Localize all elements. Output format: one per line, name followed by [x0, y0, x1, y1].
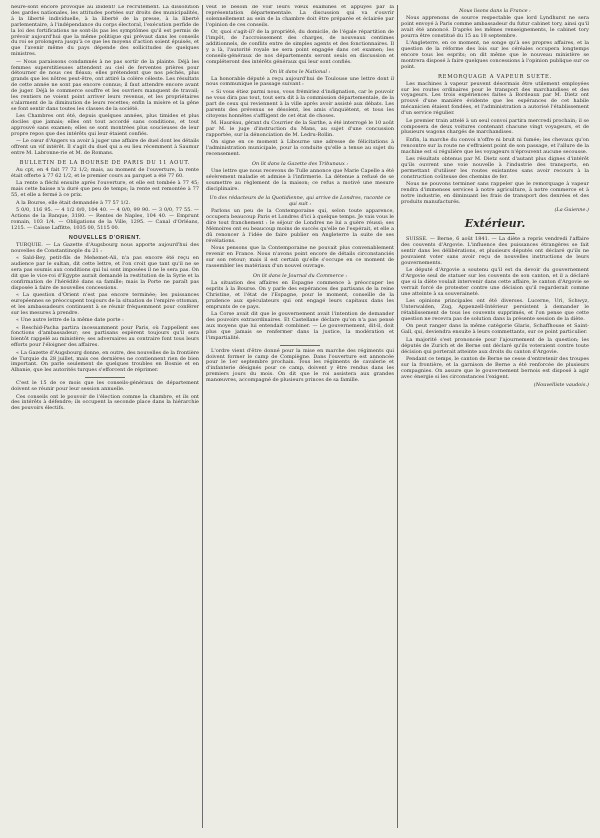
remorquage-heading: REMORQUAGE A VAPEUR SUETE. [437, 73, 553, 80]
article-paragraph: « Si vous étiez parmi nous, vous frémiriez d'indignation, car le pouvoir ne vous dira pas tout, tout sera dit à la commission départementale, de la part de ceux qui reviennent à la ville après avoir assisté aux débats. Les parents des prévenus se désolent, les amis s'inquiètent, et tous les citoyens honnêtes s'affligent de cet état de choses. [206, 88, 394, 119]
article-paragraph: La situation des affaires en Espagne commence à préoccuper les esprits à la Bourse. On y parle des espérances des partisans de la reine Christine, et l'état de l'Espagne, pour le moment, conseille de la prudence aux spéculateurs qui ont engagé leurs capitaux dans les emprunts de ce pays. [206, 280, 394, 310]
article-paragraph: TURQUIE. — La Gazette d'Augsbourg nous apporte aujourd'hui des nouvelles de Constantinople du 21 : [11, 241, 199, 254]
article-paragraph: L'Angleterre, en ce moment, ne songe qu'à ses propres affaires, et la question de la réforme des lois sur les céréales occupera longtemps encore tous les esprits; on dit même que le nouveau ministère se montrera disposé à faire quelques concessions à l'opinion publique sur ce point. [401, 40, 589, 70]
source-attribution: (Nouvelliste vaudois.) [533, 382, 589, 389]
article-paragraph: Enfin, la marche du convoi n'offre ni bruit ni fumée; les chevaux qu'on rencontre sur la route ne s'effraient point de son passage, et l'allure de la machine est si régulière que les voyageurs n'éprouvent aucune secousse. [401, 136, 589, 155]
exterieur-heading: Extérieur. [464, 217, 526, 231]
newspaper-page [8, 5, 592, 828]
article-paragraph: Le député d'Argovie a soutenu qu'il est du devoir du gouvernement d'Argovie seul de statuer sur les couvents de son canton, et il a déclaré que si la diète voulait intervenir dans cette affaire, le canton d'Argovie se verrait forcé de protester contre une décision qu'il regarderait comme une atteinte à sa souveraineté. [401, 267, 589, 297]
article-paragraph: Nous pensons que la Contemporaine ne pouvait plus convenablement revenir en France. Nous n'avons point encore de détails circonstanciés sur son retour; mais il est certain qu'elle s'occupe en ce moment de rassembler les matériaux d'un nouvel ouvrage. [206, 245, 394, 270]
article-paragraph: C'est le 15 de ce mois que les conseils-généraux de département doivent se réunir pour leur session annuelle. [11, 380, 199, 393]
article-paragraph: Une lettre que nous recevons de Tulle annonce que Marie Capelle a été sévèrement maladie et admise à l'infirmerie. La détenue a refusé de se soumettre au règlement de la maison; ce refus a motivé une mesure disciplinaire. [206, 167, 394, 192]
article-paragraph: Nous apprenons de source respectable que lord Lyndhurst ne sera point envoyé à Paris comme ambassadeur du futur cabinet tory, ainsi qu'il avait été annoncé. D'après les mêmes renseignements, le cabinet tory pourra être constitué du 15 au 18 septembre. [401, 15, 590, 39]
bourse-quotes: 5 0/0, 116 95. — 4 1/2 0/0, 104 40. — 4 0/0, 99 90. — 3 0/0, 77 55. — Actions de la Banque, 3180. — Rentes de Naples, 104 40. — Emprunt romain, 103 1/4. — Obligations de la Ville, 1295. — Canal d'Orléans, 1215. — Caisse Laffitte, 1035 00, 5115 00. [11, 207, 199, 231]
article-paragraph: « La Gazette d'Augsbourg donne, en outre, des nouvelles de la frontière de Turquie du 28 juillet, mais ces dernières ne contiennent rien de bien important. On parle seulement de quelques troubles en Bosnie et en Albanie, que les autorités turques s'efforcent de réprimer. [11, 349, 199, 374]
article-paragraph: « Une autre lettre de la même date porte : [16, 317, 124, 324]
article-paragraph: « Reschid-Pacha partira incessamment pour Paris, où l'appellent ses fonctions d'ambassadeur; ses partisans espèrent toujours qu'il sera bientôt rappelé au ministère; ses adversaires au contraire font tous leurs efforts pour l'éloigner des affaires. [11, 324, 199, 349]
article-paragraph: heure-sont encore provoqué au ibident! Le recrutement. La dissolution des gardes nationales, les attitudes portées sur droits des municipalités, à la liberté individuelle, à la liberté de la presse, à la liberté parlementaire, à l'indépendance du corps électoral, l'exécution perfide de la loi des fortifications ne sont-ils pas les symptômes qu'il est permis de prévoir aujourd'hui que la même politique qui prévaut dans les conseils du roi se prolongera jusqu'à ce que les moyens d'action soient épuisés, et que l'avenir même du pays dépende des sollicitudes de quelques ministres. [11, 5, 199, 58]
article-paragraph: Les résultats obtenus par M. Dietz sont d'autant plus dignes d'intérêt qu'ils ouvrent une voie nouvelle à l'industrie des transports, en permettant d'utiliser les routes existantes sans avoir recours à la construction coûteuse des chemins de fer. [401, 156, 589, 180]
article-paragraph: Ces conseils ont le pouvoir de l'élection comme la chambre, et ils ont des intérêts à défendre; ils occupent la seconde place dans la hiérarchie des pouvoirs électifs. [11, 393, 199, 412]
article-paragraph: L'ordre vient d'être donné pour la mise en marche des régiments qui doivent former le camp de Compiègne. Dans l'ouverture est annoncée pour le 1er septembre prochain. Tous les régiments de cavalerie et d'infanterie désignés pour ce camp, doivent y être rendus dans les premiers jours du mois. On dit que le roi assistera aux grandes manœuvres, accompagné de plusieurs princes de sa famille. [206, 347, 394, 384]
article-paragraph: La honorable député a reçu aujourd'hui de Toulouse une lettre dont il nous communique le passage suivant : [206, 75, 394, 88]
bourse-heading: BULLETIN DE LA BOURSE DE PARIS DU 11 AOUT. [19, 160, 191, 167]
article-paragraph: La majorité s'est prononcée pour l'ajournement de la question; les députés de Zurich et de Berne ont déclaré qu'ils voteraient contre toute décision qui porterait atteinte aux droits du canton d'Argovie. [401, 336, 589, 355]
france-heading: Nous lisons dans la France : [459, 8, 531, 14]
orient-news-heading: NOUVELLES D'ORIENT. [68, 234, 142, 241]
national-heading: On lit dans le National : [269, 68, 331, 75]
article-paragraph: « La question d'Orient n'est pas encore terminée; les puissances européennes se préoccupent toujours de la situation de l'empire ottoman, et les ambassadeurs continuent à se réunir fréquemment pour conférer sur les mesures à prendre. [11, 291, 199, 316]
article-paragraph: Or, quoi s'agit-il? de la propriété, du domicile, de l'égale répartition de l'impôt, de l'accroissement des charges, de nouveaux centimes additionnels, de conflits entre de simples agents et des fonctionnaires. Il y a là, l'autorité royale ne sera point engagée dans cet examen; les conseils-généraux de nos départements seront seuls en discussion et compléteront des intérêts généraux qui leur sont confiés. [206, 29, 394, 65]
section-divider [475, 233, 515, 234]
gazette-heading: On lit dans la Gazette des Tribunaux : [251, 160, 349, 167]
column-middle [203, 5, 397, 828]
article-paragraph: Les opinions principales ont été diverses. Lucerne, Uri, Schwyz, Unterwalden, Zug, Appenzell-Intérieur persistent à demander le rétablissement de tous les couvents supprimés, et l'on pense que cette question ne recevra pas de solution dans la présente session de la diète. [401, 298, 589, 323]
section-divider [280, 345, 320, 346]
article-paragraph: Pendant ce temps, le canton de Berne ne cesse d'entretenir des troupes sur la frontière, et la garnison de Berne a été renforcée de plusieurs compagnies. On assure que le gouvernement bernois est disposé à agir avec énergie si les circonstances l'exigent. [401, 356, 589, 380]
article-paragraph: Nous ne pouvons terminer sans rappeler que le remorquage à vapeur rendra d'immenses services à notre agriculture, à notre commerce et à notre industrie, en diminuant les frais de transport des denrées et des produits manufacturés. [401, 181, 589, 205]
article-paragraph: M. Hauréau, gérant du Courrier de la Sarthe, a été interrogé le 10 août par M. le juge d'instruction du Mans, au sujet d'une concussion rapportée, sur la dénonciation de M. Ledru-Rollin. [206, 119, 394, 138]
column-right [398, 5, 592, 828]
bourse-paragraph: La rente a fléchi ensuite après l'ouverture, et elle est tombée à 77 45; mais cette baisse n'a duré que peu de temps; la rente est remontée à 77 55, et elle a fermé à ce prix. [11, 180, 199, 199]
article-paragraph: Le premier train attelé à un seul convoi partira mercredi prochain; il se composera de deux voitures contenant chacune vingt voyageurs, et de plusieurs wagons chargés de marchandises. [401, 117, 589, 136]
commerce-heading: On lit dans le Journal du Commerce : [252, 273, 348, 280]
quotidienne-heading: Un des rédacteurs de la Quotidienne, qui arrive de Londres, raconte ce qui suit : [209, 195, 391, 208]
source-attribution: (La Guienne.) [554, 207, 589, 214]
article-paragraph: La Corse avait dit que le gouvernement avait l'intention de demander des pouvoirs extraordinaires. Et Castellane déclare qu'on n'a pas pensé aux moyens que lui entendait combiner. — Le gouvernement, dit-il, doit plus que jamais se renfermer dans la justice, la modération et l'impartialité. [206, 311, 394, 341]
article-paragraph: Les machines à vapeur peuvent désormais être utilement employées sur les routes ordinaires pour le transport des marchandises et des voyageurs. Les trois expériences faites à Bordeaux par M. Dietz ont prouvé d'une manière évidente que les espérances de cet habile mécanicien étaient fondées, et l'administration a autorisé l'établissement d'un service régulier. [401, 80, 589, 117]
article-paragraph: On peut ranger dans la même catégorie Glaris, Schaffhouse et Saint-Gall, qui, deviendra ensuite à leurs commettants, sur ce point particulier. [401, 323, 589, 336]
article-paragraph: Parlons un peu de la Contemporaine qui, selon toute apparence, occupera beaucoup Paris et Londres d'ici à quelque temps. Je vais vous le dire tout franchement : le séjour de Londres ne lui a guère réussi; ses Mémoires ont eu beaucoup moins de succès qu'elle ne l'espérait, et elle a dû renoncer à l'idée de faire publier en Angleterre la suite de ses révélations. [206, 208, 394, 244]
bourse-paragraph: Au cpt, en 4 fait 77 72 1/2; mais, au moment de l'ouverture, la rente était offerte à 77 62 1/2, et le premier cours au parquet a été 77 60. [11, 167, 199, 180]
bourse-paragraph: A la Bourse, elle était demandée à 77 57 1/2. [16, 199, 131, 206]
article-paragraph: — Le cœur d'Angers va avoir à juger une affaire de duel dont les détails offrent un vif intérêt. Il s'agit du duel qui a eu lieu récemment à Saumur entre M. Labronne-rie et M. de Romans. [11, 138, 199, 157]
article-paragraph: On signe en ce moment à Libourne une adresse de félicitations à l'administration municipale, pour la conduite qu'elle a tenue au sujet du recensement. [206, 139, 394, 157]
article-paragraph: veut le besoin de voir leurs vœux examinés et appuyés par la représentation départementale. La discussion qui va s'ouvrir solennellement au sein de la chambre doit être préparée et éclairée par l'opinion de ces conseils. [206, 5, 394, 28]
article-paragraph: — Nous paraissons condamnés à ne pas sortir de la plainte. Déjà les femmes superstitieuses attendent au ciel de ferventes prières pour détourner de nous ces fléaux; elles prétendent que nos péchés, plus grands que les nôtres peut-être, ont attiré la colère céleste. Les résultats de cette année ne sont pas encore connus; il faut attendre encore avant de juger. Déjà le commerce souffre et les ouvriers manquent de travail; les rentiers ne voient point arriver leurs revenus, et les propriétaires s'alarment de la diminution de leurs recettes; enfin la misère et la gêne se font sentir dans toutes les classes de la société. [11, 58, 199, 112]
article-paragraph: Les Chambres ont été, depuis quelques années, plus timides et plus dociles que jamais; elles ont tout accordé sans conditions, et tout approuvé sans examen; elles se sont montrées plus soucieuses de leur propre repos que des intérêts qui leur étaient confiés. [11, 113, 199, 138]
column-left [8, 5, 202, 828]
article-paragraph: SUISSE. — Berne, 6 août 1841. — La diète a repris vendredi l'affaire des couvents d'Argovie. L'influence des puissances étrangères se fait sentir dans les délibérations, et plusieurs députés ont déclaré qu'ils ne pouvaient voter sans avoir reçu de nouvelles instructions de leurs gouvernements. [401, 236, 589, 266]
article-paragraph: « Sald-Bey, petit-fils de Mehemet-Ali, n'a pas encore été reçu en audience par le sultan, dit cette lettre, et l'on croit que tant qu'il ne se sera pas soumis aux conditions qui lui sont imposées il ne le sera pas. On dit que le vice-roi d'Egypte aurait demandé la restitution de la Syrie et la confirmation de l'hérédité dans sa famille; mais la Porte ne paraît pas disposée à faire de nouvelles concessions. [11, 255, 199, 291]
section-divider [85, 377, 125, 378]
